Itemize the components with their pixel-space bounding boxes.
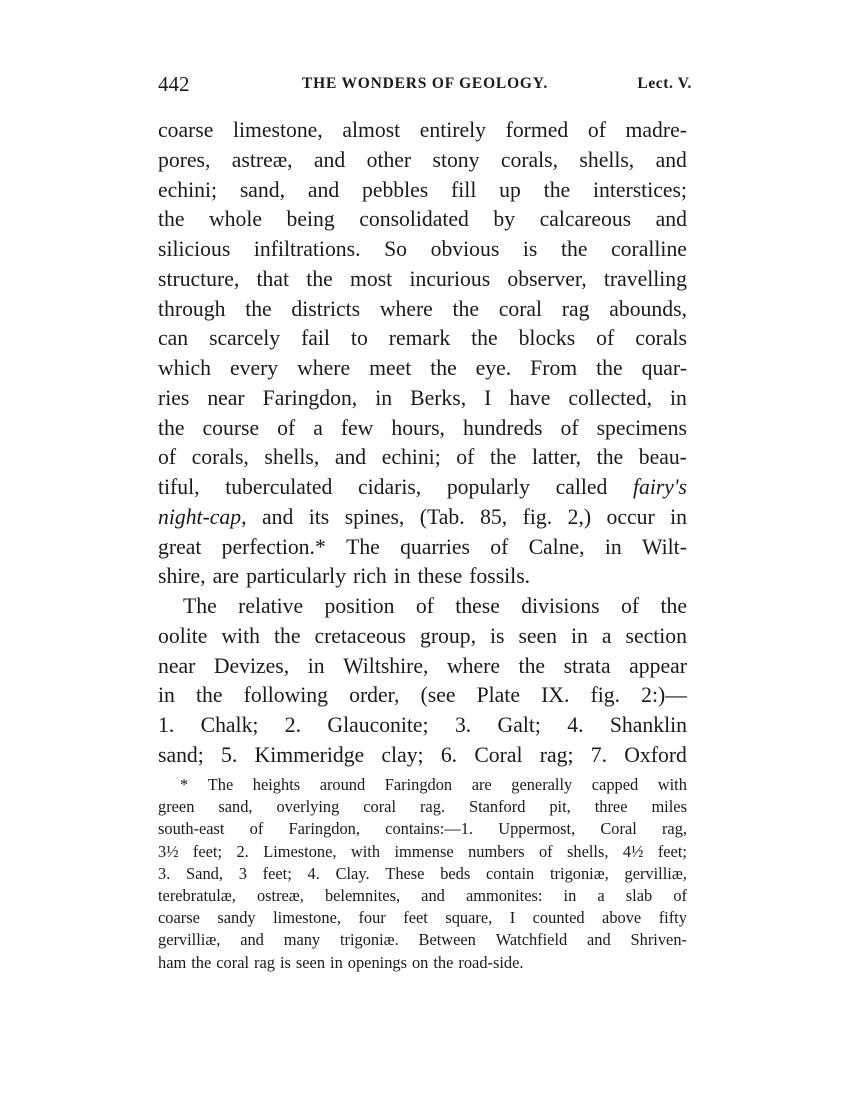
footnote-line: terebratulæ, ostreæ, belemnites, and ammonites: in a slab of <box>158 885 687 905</box>
lecture-label: Lect. V. <box>637 75 692 92</box>
text-line: The relative position of these divisions of the <box>183 594 687 618</box>
text-line: great perfection.* The quarries of Calne, in Wilt- <box>158 534 687 559</box>
text-line: silicious infiltrations. So obvious is the coralline <box>158 237 687 261</box>
text-line: of corals, shells, and echini; of the latter, the beau- <box>158 445 687 470</box>
page-number: 442 <box>158 72 190 96</box>
text-line: ries near Faringdon, in Berks, I have collected, in <box>158 385 687 410</box>
text-line: tiful, tuberculated cidaris, popularly called fairy's <box>158 475 687 499</box>
text-line: pores, astreæ, and other stony corals, shells, and <box>158 147 687 172</box>
text-line: can scarcely fail to remark the blocks of corals <box>158 326 687 351</box>
footnote-line: ham the coral rag is seen in openings on the road-side. <box>158 952 524 972</box>
text-line: night-cap, and its spines, (Tab. 85, fig. 2,) occur in <box>158 504 687 529</box>
text-line: the whole being consolidated by calcareous and <box>158 207 687 232</box>
text-line: near Devizes, in Wiltshire, where the strata appear <box>158 653 687 678</box>
text-line: shire, are particularly rich in these fossils. <box>158 564 531 589</box>
footnote-line: gervilliæ, and many trigoniæ. Between Watchfield and Shriven- <box>158 930 687 950</box>
text-line: 1. Chalk; 2. Glauconite; 3. Galt; 4. Shanklin <box>158 713 687 737</box>
footnote-line: * The heights around Faringdon are generally capped with <box>180 775 687 794</box>
text-line: which every where meet the eye. From the quar- <box>158 356 687 380</box>
text-line: the course of a few hours, hundreds of specimens <box>158 415 687 440</box>
footnote <box>158 774 687 974</box>
footnote-line: 3. Sand, 3 feet; 4. Clay. These beds contain trigoniæ, gervilliæ, <box>158 863 687 883</box>
running-head <box>158 72 692 96</box>
text-line: through the districts where the coral rag abounds, <box>158 296 687 321</box>
text-line: structure, that the most incurious observer, travelling <box>158 266 687 291</box>
running-title: THE WONDERS OF GEOLOGY. <box>301 75 549 92</box>
footnote-line: 3½ feet; 2. Limestone, with immense numbers of shells, 4½ feet; <box>158 841 687 861</box>
body-text <box>158 116 687 771</box>
footnote-line: green sand, overlying coral rag. Stanford pit, three miles <box>158 797 687 817</box>
footnote-line: coarse sandy limestone, four feet square, I counted above fifty <box>158 908 687 928</box>
text-line: in the following order, (see Plate IX. fig. 2:)— <box>158 683 687 708</box>
text-line: echini; sand, and pebbles fill up the interstices; <box>158 177 687 202</box>
text-line: oolite with the cretaceous group, is seen in a section <box>158 623 687 648</box>
text-line: coarse limestone, almost entirely formed of madre- <box>158 118 687 142</box>
text-line: sand; 5. Kimmeridge clay; 6. Coral rag; 7. Oxford <box>158 742 687 767</box>
footnote-line: south-east of Faringdon, contains:—1. Uppermost, Coral rag, <box>158 819 687 839</box>
